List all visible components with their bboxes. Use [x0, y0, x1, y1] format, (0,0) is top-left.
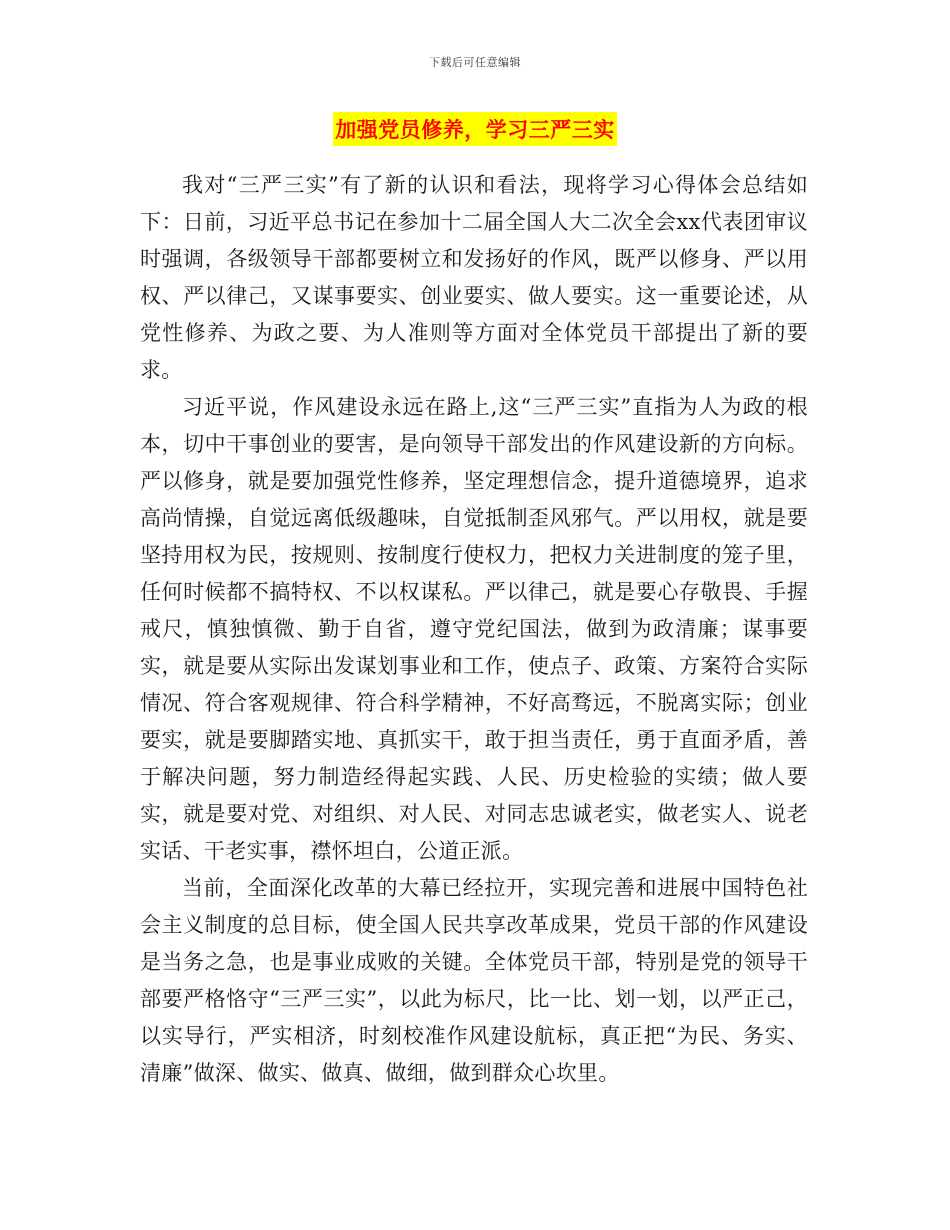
paragraph-1: 我对“三严三实”有了新的认识和看法，现将学习心得体会总结如下：日前，习近平总书记在参加十二届全国人大二次全会xx代表团审议时强调，各级领导干部都要树立和发扬好的作风，既严以修身、严以用权、严以律己，又谋事要实、创业要实、做人要实。这一重要论述，从党性修养、为政之要、为人准则等方面对全体党员干部提出了新的要求。 [140, 173, 808, 382]
document-title [0, 112, 950, 146]
document-title-text: 加强党员修养，学习三严三实 [333, 112, 617, 146]
paragraph-3: 当前，全面深化改革的大幕已经拉开，实现完善和进展中国特色社会主义制度的总目标，使全国人民共享改革成果，党员干部的作风建设是当务之急，也是事业成败的关键。全体党员干部，特别是党的领导干部要严格恪守“三严三实”，以此为标尺，比一比、划一划，以严正己，以实导行，严实相济，时刻校准作风建设航标，真正把“为民、务实、清廉”做深、做实、做真、做细，做到群众心坎里。 [140, 876, 808, 1085]
paragraph-2: 习近平说，作风建设永远在路上,这“三严三实”直指为人为政的根本，切中干事创业的要害，是向领导干部发出的作风建设新的方向标。严以修身，就是要加强党性修养，坚定理想信念，提升道德境界，追求高尚情操，自觉远离低级趣味，自觉抵制歪风邪气。严以用权，就是要坚持用权为民，按规则、按制度行使权力，把权力关进制度的笼子里，任何时候都不搞特权、不以权谋私。严以律己，就是要心存敬畏、手握戒尺，慎独慎微、勤于自省，遵守党纪国法，做到为政清廉；谋事要实，就是要从实际出发谋划事业和工作，使点子、政策、方案符合实际情况、符合客观规律、符合科学精神，不好高骛远，不脱离实际；创业要实，就是要脚踏实地、真抓实干，敢于担当责任，勇于直面矛盾，善于解决问题，努力制造经得起实践、人民、历史检验的实绩；做人要实，就是要对党、对组织、对人民、对同志忠诚老实，做老实人、说老实话、干老实事，襟怀坦白，公道正派。 [140, 395, 808, 863]
header-note: 下载后可任意编辑 [429, 56, 521, 69]
document-body [140, 167, 808, 1092]
